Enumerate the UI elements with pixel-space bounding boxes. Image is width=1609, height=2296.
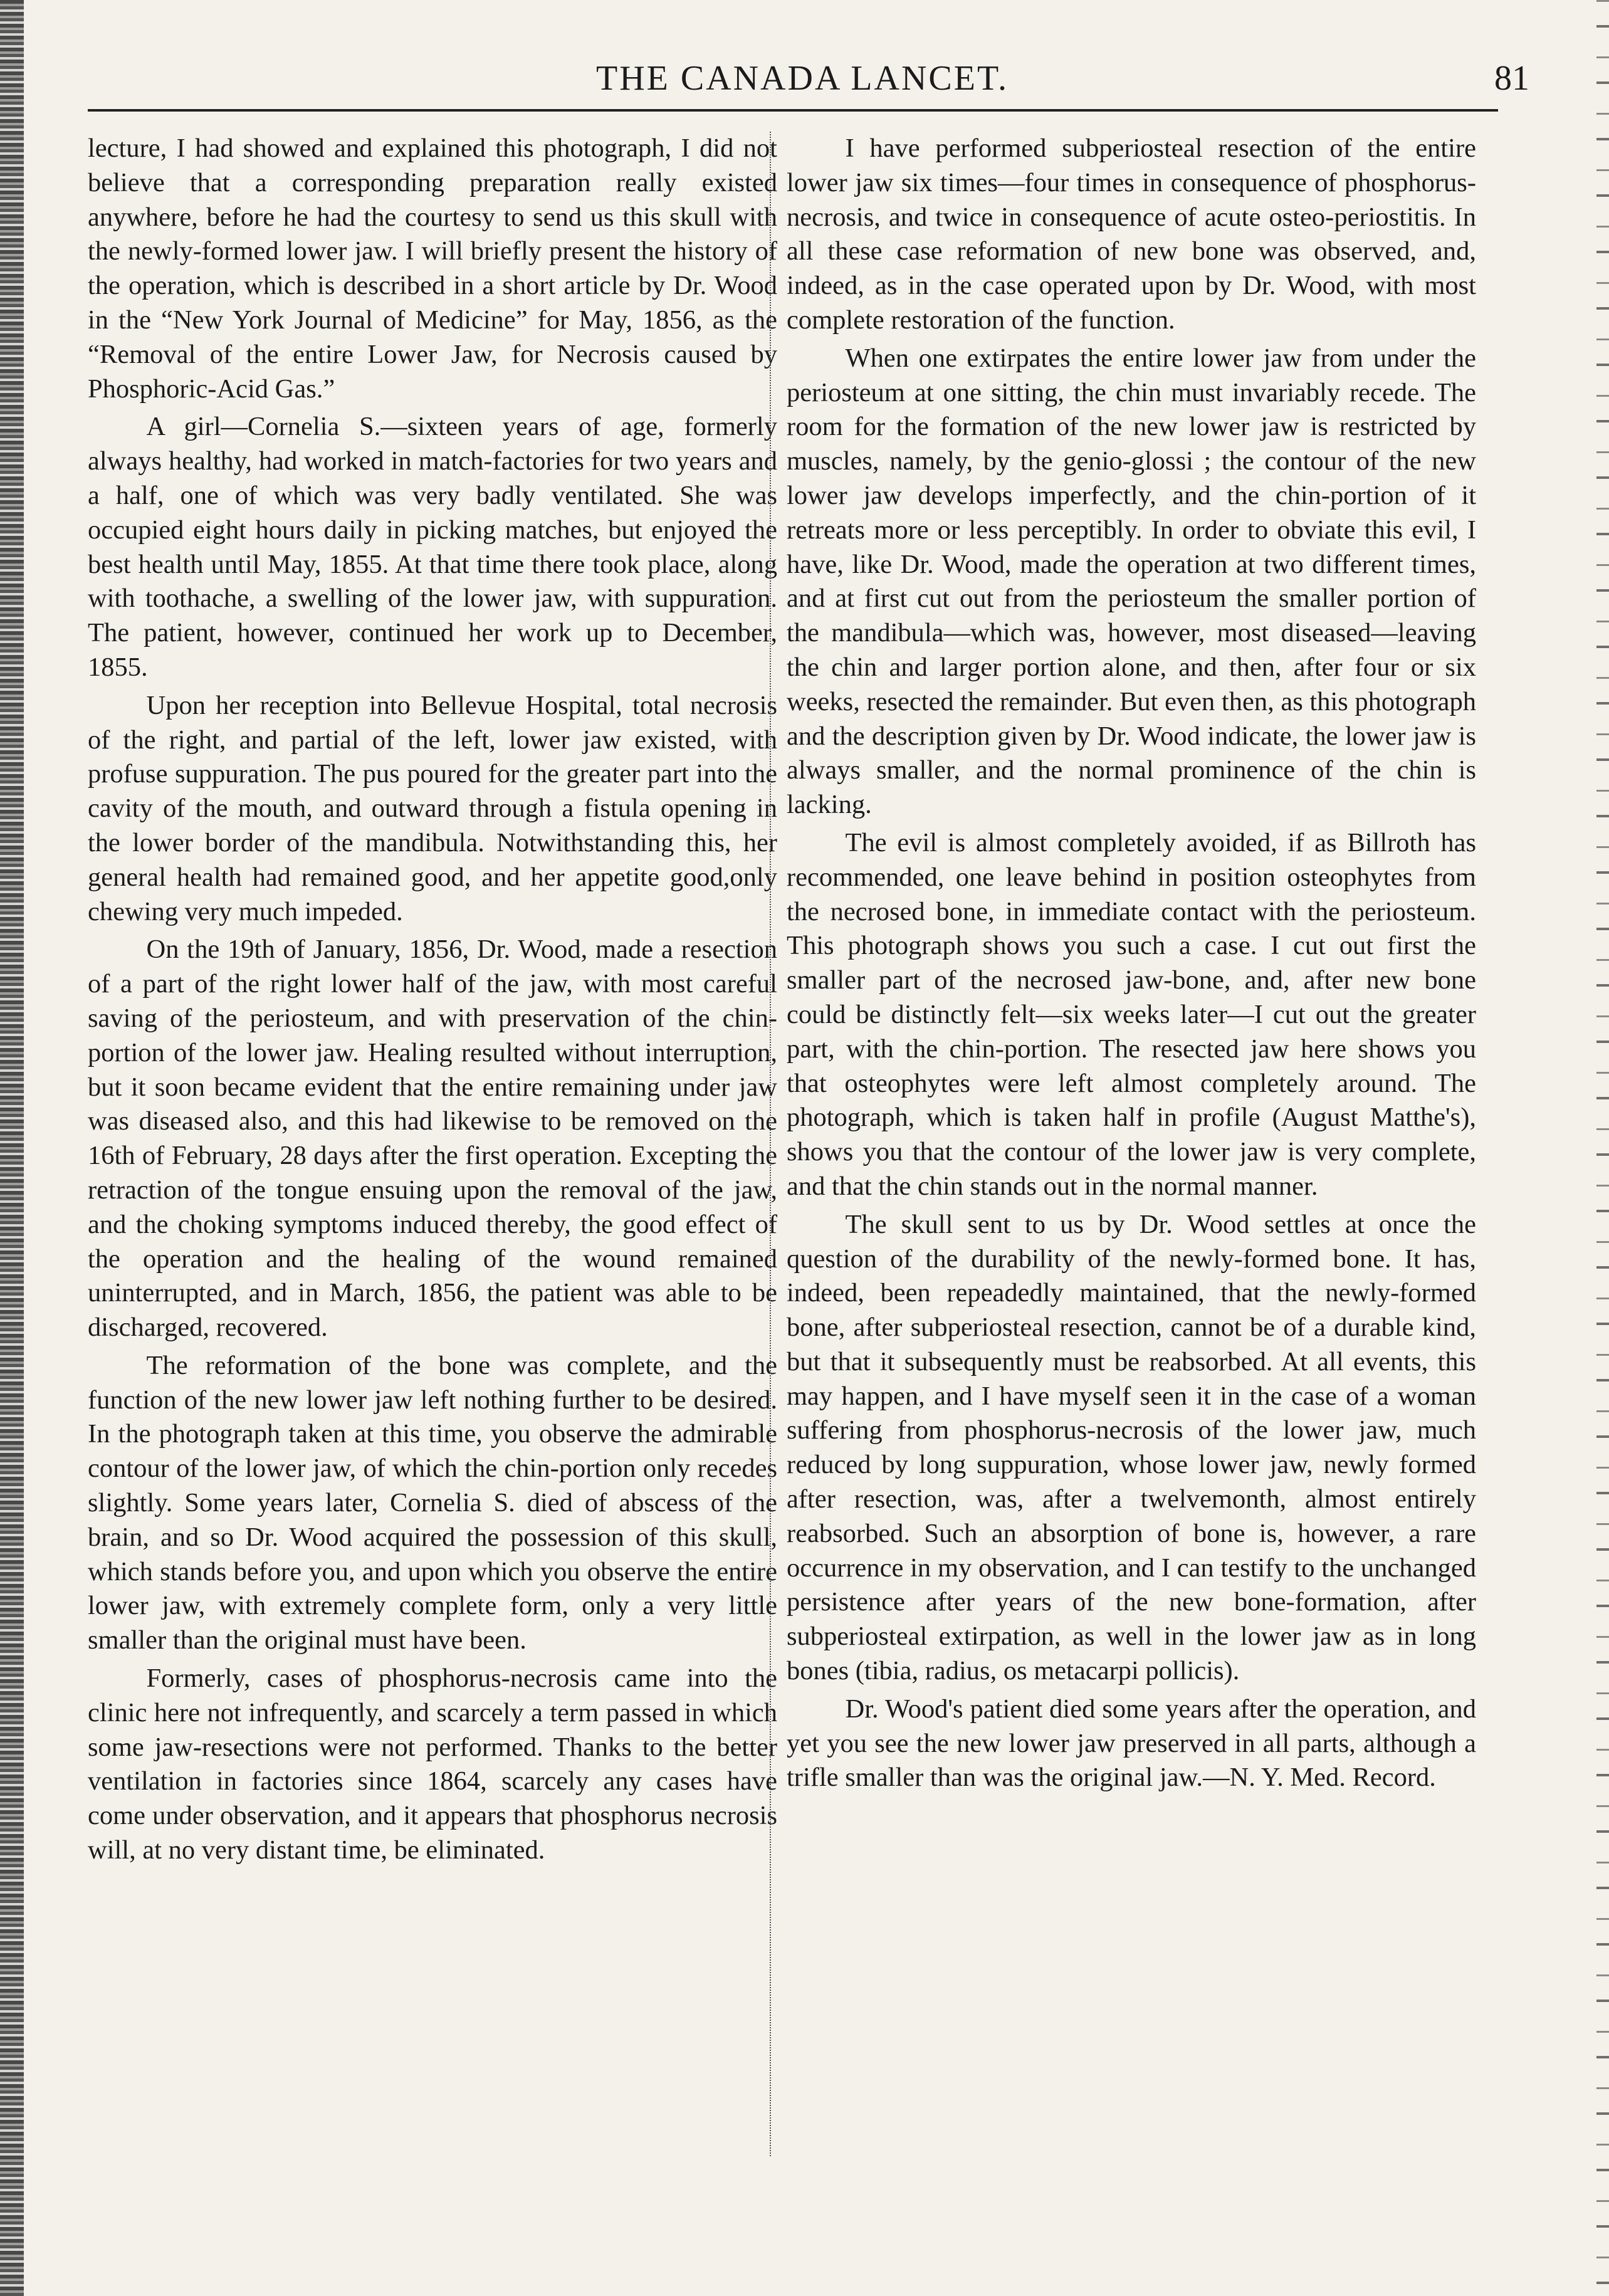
paragraph: I have performed subperiosteal resection of the entire lower jaw six times—four times in consequence of phosphorus-necrosis, and twice in consequence of acute osteo-periostitis. In all these case reformation of new bone was observed, and, indeed, as in the case operated upon by Dr. Wood, with most complete restoration of the function. — [787, 134, 1476, 335]
journal-title: THE CANADA LANCET. — [595, 59, 1009, 98]
paragraph: A girl—Cornelia S.—sixteen years of age, formerly always healthy, had worked in match-factories for two years and a half, one of which was very badly ventilated. She was occupied eight hours daily in picking matches, but enjoyed the best health until May, 1855. At that time there took place, along with toothache, a swelling of the lower jaw, with suppuration. The patient, however, continued her work up to December, 1855. — [88, 412, 777, 682]
paragraph: The skull sent to us by Dr. Wood settles at once the question of the durability of the newly-formed bone. It has, indeed, been repeadedly maintained, that the newly-formed bone, after subperiosteal resection, cannot be of a durable kind, but that it subsequently must be reabsorbed. At all events, this may happen, and I have myself seen it in the case of a woman suffering from phosphorus-necrosis of the lower jaw, much reduced by long suppuration, whose lower jaw, newly formed after resection, was, after a twelvemonth, almost entirely reabsorbed. Such an absorption of bone is, however, a rare occurrence in my observation, and I can testify to the unchanged persistence after years of the new bone-formation, after subperiosteal extirpation, as well in the lower jaw as in long bones (tibia, radius, os metacarpi pollicis). — [787, 1209, 1476, 1686]
scan-edge-left — [0, 0, 24, 2296]
left-column — [88, 132, 777, 1868]
page-header — [75, 58, 1529, 102]
paragraph: The reformation of the bone was complete, and the function of the new lower jaw left nothing further to be desired. In the photograph taken at this time, you observe the admirable contour of the lower jaw, of which the chin-portion only recedes slightly. Some years later, Cornelia S. died of abscess of the brain, and so Dr. Wood acquired the possession of this skull, which stands before you, and upon which you observe the entire lower jaw, with extremely complete form, only a very little smaller than the original must have been. — [88, 1350, 777, 1655]
paragraph: When one extirpates the entire lower jaw from under the periosteum at one sitting, the chin must invariably recede. The room for the formation of the new lower jaw is restricted by muscles, namely, by the genio-glossi ; the contour of the new lower jaw develops imperfectly, and the chin-portion of it retreats more or less perceptibly. In order to obviate this evil, I have, like Dr. Wood, made the operation at two different times, and at first cut out from the periosteum the smaller portion of the mandibula—which was, however, most diseased—leaving the chin and larger portion alone, and then, after four or six weeks, resected the remainder. But even then, as this photograph and the description given by Dr. Wood indicate, the lower jaw is always smaller, and the normal prominence of the chin is lacking. — [787, 343, 1476, 820]
paragraph: Upon her reception into Bellevue Hospital, total necrosis of the right, and partial of the left, lower jaw existed, with profuse suppuration. The pus poured for the greater part into the cavity of the mouth, and outward through a fistula opening in the lower border of the mandibula. Notwithstanding this, her general health had remained good, and her appetite good,only chewing very much impeded. — [88, 690, 777, 926]
page-number: 81 — [1494, 59, 1529, 98]
paragraph: On the 19th of January, 1856, Dr. Wood, made a resection of a part of the right lower half of the jaw, with most careful saving of the periosteum, and with preservation of the chin-portion of the lower jaw. Healing resulted without interruption, but it soon became evident that the entire remaining under jaw was diseased also, and this had likewise to be removed on the 16th of February, 28 days after the first operation. Excepting the retraction of the tongue ensuing upon the removal of the jaw, and the choking symptoms induced thereby, the good effect of the operation and the healing of the wound remained uninterrupted, and in March, 1856, the patient was able to be discharged, recovered. — [88, 935, 777, 1343]
paragraph: lecture, I had showed and explained this photograph, I did not believe that a corresponding preparation really existed anywhere, before he had the courtesy to send us this skull with the newly-formed lower jaw. I will briefly present the history of the operation, which is described in a short article by Dr. Wood in the “New York Journal of Medicine” for May, 1856, as the “Removal of the entire Lower Jaw, for Necrosis caused by Phosphoric-Acid Gas.” — [88, 134, 777, 404]
column-divider — [770, 132, 771, 2156]
scan-edge-right — [1596, 0, 1609, 2296]
paragraph: The evil is almost completely avoided, if as Billroth has recommended, one leave behind in position osteophytes from the necrosed bone, in immediate contact with the periosteum. This photograph shows you such a case. I cut out first the smaller part of the necrosed jaw-bone, and, after new bone could be distinctly felt—six weeks later—I cut out the greater part, with the chin-portion. The resected jaw here shows you that osteophytes were left almost completely around. The photograph, which is taken half in profile (August Matthe's), shows you that the contour of the lower jaw is very complete, and that the chin stands out in the normal manner. — [787, 827, 1476, 1201]
paragraph: Formerly, cases of phosphorus-necrosis came into the clinic here not infrequently, and scarcely a term passed in which some jaw-resections were not performed. Thanks to the better ventilation in factories since 1864, scarcely any cases have come under observation, and it appears that phosphorus necrosis will, at no very distant time, be eliminated. — [88, 1664, 777, 1865]
right-column — [787, 132, 1476, 1795]
paragraph: Dr. Wood's patient died some years after the operation, and yet you see the new lower jaw preserved in all parts, although a trifle smaller than was the original jaw.—N. Y. Med. Record. — [787, 1694, 1476, 1793]
header-rule — [88, 109, 1498, 112]
